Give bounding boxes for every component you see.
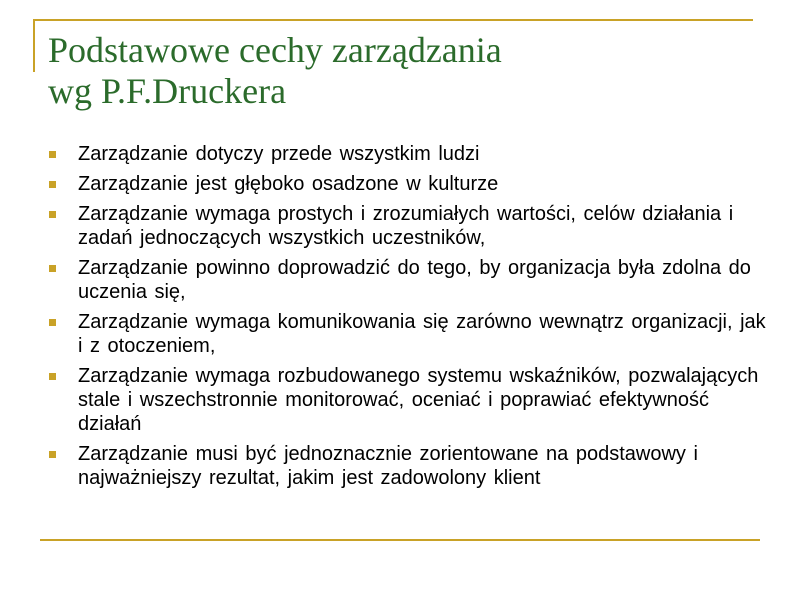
bullet-text: Zarządzanie musi być jednoznacznie zorientowane na podstawowy i najważniejszy rezultat, jakim jest zadowolony klient — [78, 443, 698, 489]
square-bullet-icon — [49, 319, 56, 326]
slide-title — [48, 30, 748, 112]
square-bullet-icon — [49, 211, 56, 218]
square-bullet-icon — [49, 265, 56, 272]
title-line-1: Podstawowe cechy zarządzania — [48, 30, 502, 70]
bottom-divider — [40, 539, 760, 541]
bullet-text: Zarządzanie wymaga rozbudowanego systemu wskaźników, pozwalających stale i wszechstronnie monitorować, oceniać i poprawiać efektywność działań — [78, 365, 759, 435]
square-bullet-icon — [49, 451, 56, 458]
bullet-item-1 — [48, 142, 768, 166]
title-line-2: wg P.F.Druckera — [48, 71, 287, 111]
bullet-text: Zarządzanie wymaga prostych i zrozumiałych wartości, celów działania i zadań jednoczących wszystkich uczestników, — [78, 203, 734, 249]
bullet-item-5 — [48, 310, 768, 358]
top-divider — [33, 19, 753, 21]
bullet-item-6 — [48, 364, 768, 436]
bullet-text: Zarządzanie powinno doprowadzić do tego, by organizacja była zdolna do uczenia się, — [78, 257, 751, 303]
bullet-text: Zarządzanie wymaga komunikowania się zarówno wewnątrz organizacji, jak i z otoczeniem, — [78, 311, 766, 357]
bullet-item-2 — [48, 172, 768, 196]
square-bullet-icon — [49, 181, 56, 188]
bullet-list — [48, 142, 768, 496]
square-bullet-icon — [49, 373, 56, 380]
bullet-text: Zarządzanie jest głęboko osadzone w kulturze — [78, 173, 499, 195]
title-accent-bar — [33, 19, 35, 72]
bullet-item-3 — [48, 202, 768, 250]
bullet-item-7 — [48, 442, 768, 490]
bullet-text: Zarządzanie dotyczy przede wszystkim ludzi — [78, 143, 480, 165]
square-bullet-icon — [49, 151, 56, 158]
bullet-item-4 — [48, 256, 768, 304]
